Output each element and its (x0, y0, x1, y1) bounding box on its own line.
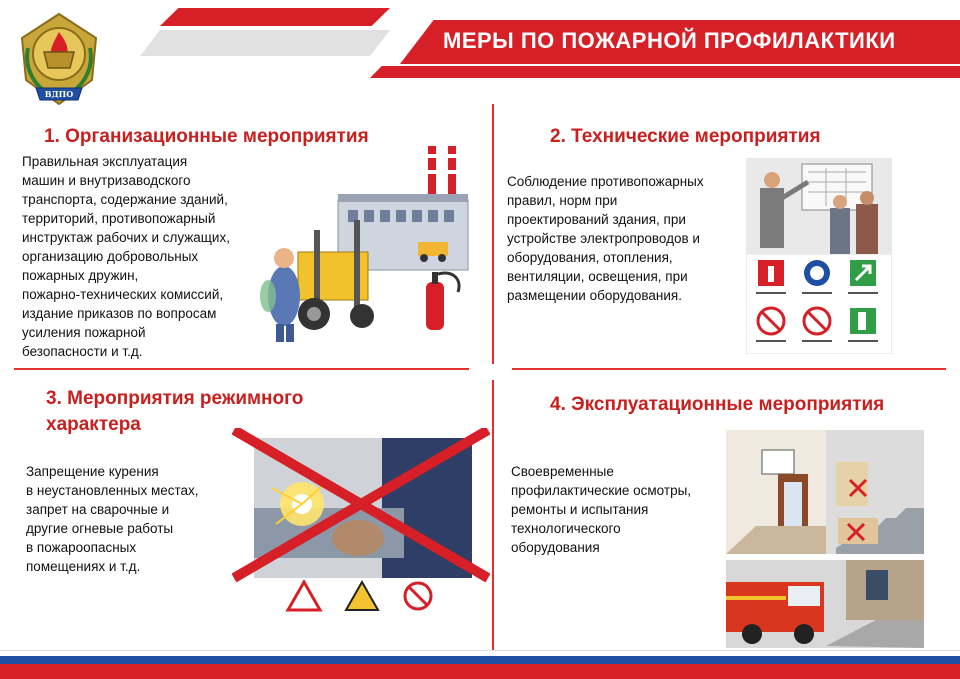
welding-prohibited-illustration (232, 428, 490, 648)
section-1-title: 1. Организационные мероприятия (44, 126, 369, 147)
fire-truck-illustration (726, 560, 924, 648)
section-2-text: Соблюдение противопожарных правил, норм при проектирований здания, при устройстве электропроводов и оборудования, отопления, вентиляции, освещения, при размещении оборудования. (507, 174, 704, 303)
divider-vertical (492, 104, 494, 364)
emblem-label: ВДПО (44, 89, 74, 99)
section-2-title: 2. Технические мероприятия (550, 126, 821, 147)
section-1-text: Правильная эксплуатация машин и внутризаводского транспорта, содержание зданий, территорий, противопожарный инструктаж рабочих и служащих, организацию добровольных пожарных дружин, пожарно-технических комиссий, издание приказов по вопросам усиления пожарной безопасности и т.д. (22, 154, 230, 359)
section-4-title: 4. Эксплуатационные мероприятия (550, 394, 885, 415)
section-3-title: 3. Мероприятия режимного характера (46, 388, 304, 435)
evacuation-plan-illustration (746, 158, 892, 254)
header-stripe (160, 8, 390, 26)
section-3-text: Запрещение курения в неустановленных местах, запрет на сварочные и другие огневые работы в пожароопасных помещениях и т.д. (26, 464, 199, 574)
header-underline (370, 66, 960, 78)
factory-illustration (258, 146, 486, 342)
safety-signs-icon (746, 254, 892, 354)
divider-horizontal (512, 368, 946, 370)
page-title: МЕРЫ ПО ПОЖАРНОЙ ПРОФИЛАКТИКИ (443, 28, 896, 53)
header-stripe (140, 30, 390, 56)
building-interior-illustration (726, 430, 924, 554)
fire-emblem-icon (14, 8, 104, 112)
footer-red-stripe (0, 664, 960, 679)
footer-blue-stripe (0, 656, 960, 664)
divider-horizontal (14, 368, 469, 370)
section-4-text: Своевременные профилактические осмотры, ремонты и испытания технологического оборудования (511, 464, 692, 555)
divider-vertical (492, 380, 494, 650)
